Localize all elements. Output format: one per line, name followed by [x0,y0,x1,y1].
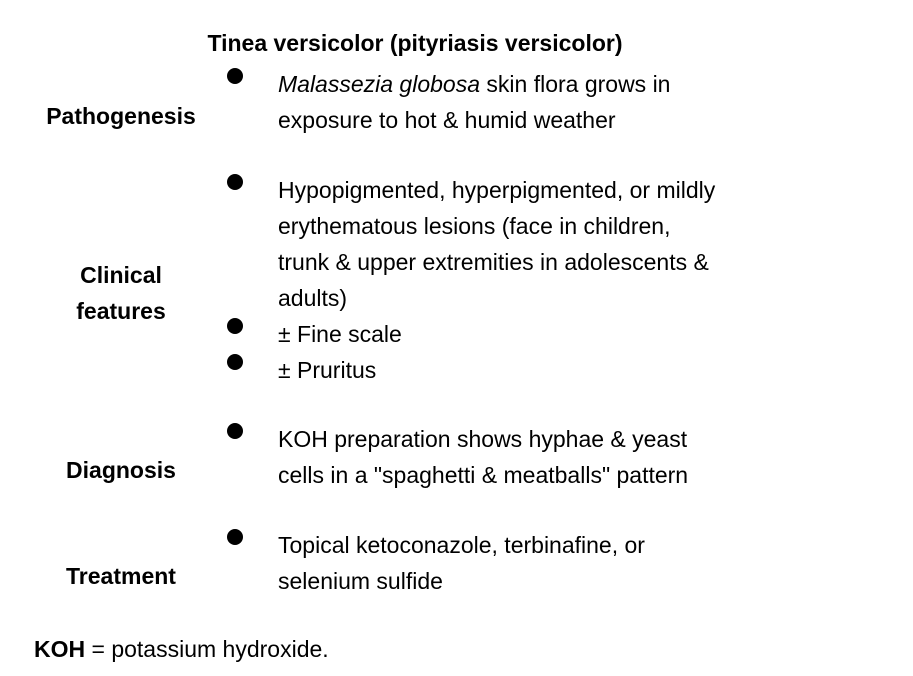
text-line [278,66,838,102]
footnote [34,631,329,667]
footnote-definition: = potassium hydroxide. [85,636,329,662]
section-label-clinical-features [20,257,222,329]
page-title: Tinea versicolor (pityriasis versicolor) [207,30,623,56]
text-line: cells in a "spaghetti & meatballs" pattern [278,462,689,488]
text-line: Hypopigmented, hyperpigmented, or mildly [278,177,716,203]
bullet-icon [225,66,245,86]
bullet-icon [225,172,245,192]
text-line: exposure to hot & humid weather [278,107,616,133]
diagnosis-item [278,421,838,493]
section-label-pathogenesis: Pathogenesis [46,103,196,129]
footnote-abbreviation: KOH [34,636,86,662]
organism-name: Malassezia globosa [278,71,481,97]
clinical-item-pruritus [278,352,838,388]
text-line: Topical ketoconazole, terbinafine, or [278,532,645,558]
section-label-treatment: Treatment [66,563,176,589]
clinical-item-lesions [278,172,838,316]
pathogenesis-item [278,66,838,138]
label-line: Clinical [80,262,162,288]
clinical-item-scale [278,316,838,352]
bullet-icon [225,421,245,441]
treatment-item [278,527,838,599]
text-line: ± Pruritus [278,357,377,383]
text-line: adults) [278,285,348,311]
text-fragment: skin flora grows in [480,71,671,97]
text-line: erythematous lesions (face in children, [278,213,671,239]
section-label-diagnosis: Diagnosis [66,457,176,483]
text-line: KOH preparation shows hyphae & yeast [278,426,688,452]
text-line: selenium sulfide [278,568,443,594]
bullet-icon [225,352,245,372]
text-line: trunk & upper extremities in adolescents & [278,249,709,275]
text-line: ± Fine scale [278,321,402,347]
bullet-icon [225,316,245,336]
bullet-icon [225,527,245,547]
label-line: features [76,298,166,324]
